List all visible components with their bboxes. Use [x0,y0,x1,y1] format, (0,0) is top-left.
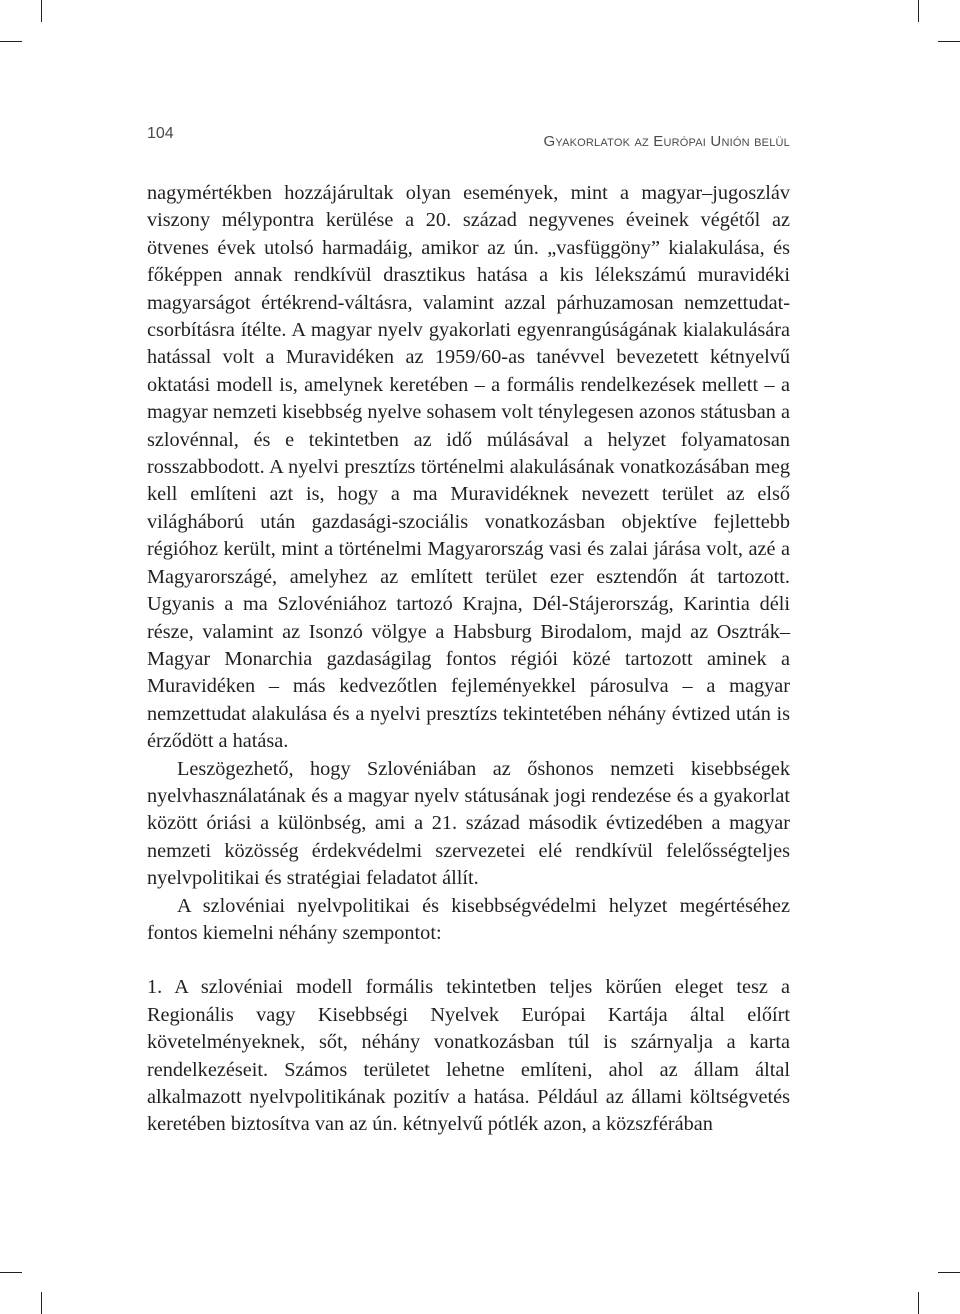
paragraph: Leszögezhető, hogy Szlovéniában az őshonos nemzeti kisebbségek nyelvhasználatának és a magyar nyelv státusának jogi rendezése és a gyakorlat között óriási a különbség, ami a 21. század második évtizedében a magyar nemzeti közösség érdekvédelmi szervezetei elé rendkívül felelősségteljes nyelvpolitikai és stratégiai feladatot állít. [147,757,790,890]
crop-mark [0,1272,22,1273]
crop-mark [41,1292,42,1314]
crop-mark [0,41,22,42]
crop-mark [938,41,960,42]
paragraph: A szlovéniai nyelvpolitikai és kisebbségvédelmi helyzet megértéséhez fontos kiemelni néhány szempontot: [147,894,790,944]
crop-mark [918,0,919,22]
page-number: 104 [147,125,174,142]
crop-mark [918,1292,919,1314]
paragraph: nagymértékben hozzájárultak olyan események, mint a magyar–jugoszláv viszony mélypontra kerülése a 20. század negyvenes éveinek végétől az ötvenes évek utolsó harmadáig, amikor az ún. „vasfüggöny” kialakulása, és főképpen annak rendkívül drasztikus hatása a kis lélekszámú muravidéki magyarságot értékrend-váltásra, valamint azzal párhuzamosan nemzettudat-csorbításra ítélte. A magyar nyelv gyakorlati egyenrangúságának kialakulására hatással volt a Muravidéken az 1959/60-as tanévvel bevezetett kétnyelvű oktatási modell is, amelynek keretében – a formális rendelkezések mellett – a magyar nemzeti kisebbség nyelve sohasem volt ténylegesen azonos státusban a szlovénnal, és e tekintetben az idő múlásával a helyzet folyamatosan rosszabbodott. A nyelvi presztízs történelmi alakulásának vonatkozásában meg kell említeni azt is, hogy a ma Muravidéknek nevezett terület az első világháború után gazdasági-szociális vonatkozásban objektíve fejlettebb régióhoz került, mint a történelmi Magyarország vasi és zalai járása volt, azé a Magyarországé, amelyhez az említett terület ezer esztendőn át tartozott. Ugyanis a ma Szlovéniához tartozó Krajna, Dél-Stájerország, Karintia déli része, valamint az Isonzó völgye a Habsburg Birodalom, majd az Osztrák–Magyar Monarchia gazdaságilag fontos régiói közé tartozott aminek a Muravidéken – más kedvezőtlen fejleményekkel párosulva – a magyar nemzettudat alakulása és a nyelvi presztízs tekintetében néhány évtized után is érződött a hatása. [147,182,790,753]
body-text [147,180,790,1139]
page-header [147,125,790,153]
crop-mark [938,1272,960,1273]
numbered-paragraph: 1. A szlovéniai modell formális tekintetben teljes körűen eleget tesz a Regionális vagy Kisebbségi Nyelvek Európai Kartája által előírt követelményeknek, sőt, néhány vonatkozásban túl is szárnyalja a karta rendelkezéseit. Számos területet lehetne említeni, ahol az állam által alkalmazott nyelvpolitikának pozitív a hatása. Például az állami költségvetés keretében biztosítva van az ún. kétnyelvű pótlék azon, a közszférában [147,976,790,1136]
running-title: Gyakorlatok az Európai Unión belül [543,133,790,150]
crop-mark [41,0,42,22]
